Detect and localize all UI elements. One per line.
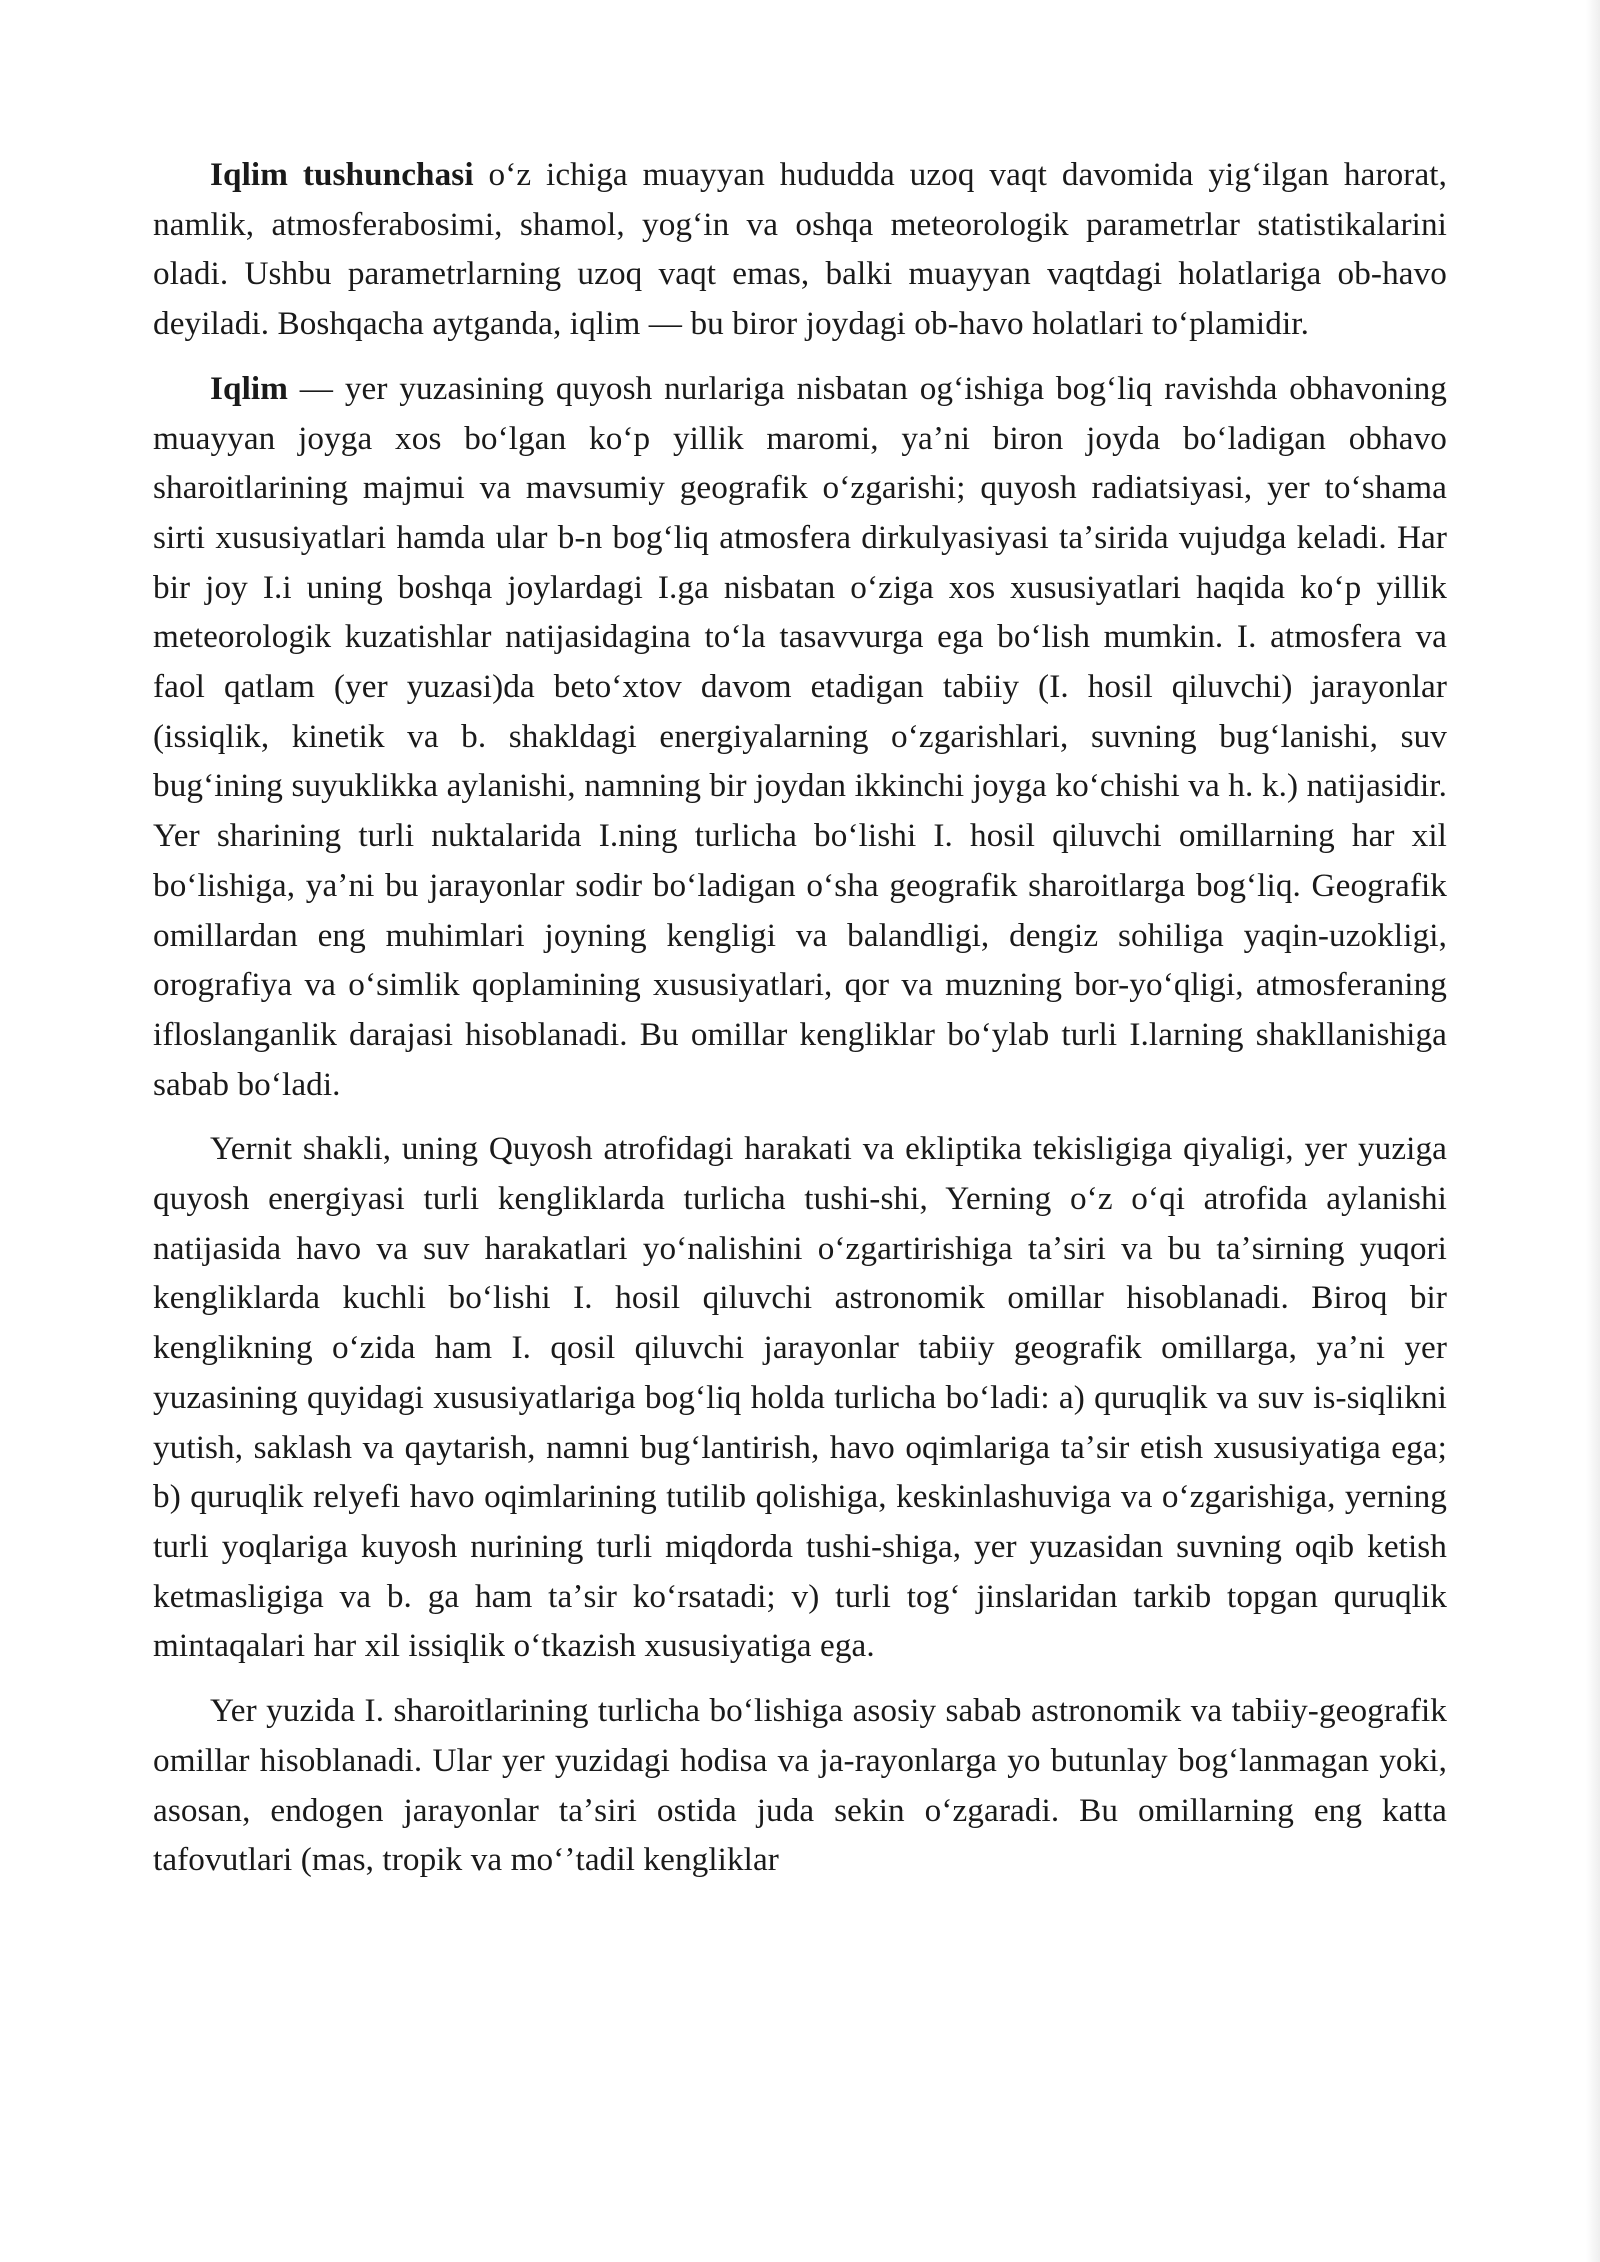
paragraph-climate-differences [153,1686,1447,1885]
page-edge-shadow [1586,0,1600,2262]
paragraph-text: oʻz ichiga muayyan hududda uzoq vaqt davomida yigʻilgan harorat, namlik, atmosferabosimi, shamol, yogʻin va oshqa meteorologik parametrlar statistikalarini oladi. Ushbu parametrlarning uzoq vaqt emas, balki muayyan vaqtdagi holatlariga ob-havo deyiladi. Boshqacha aytganda, iqlim — bu biror joydagi ob-havo holatlari toʻplamidir. [153,156,1448,343]
paragraph-text: Yer yuzida I. sharoitlarining turlicha boʻlishiga asosiy sabab astronomik va tabiiy-geografik omillar hisoblanadi. Ular yer yuzidagi hodisa va ja-rayonlarga yo butunlay bogʻlanmagan yoki, asosan, endogen jarayonlar taʼsiri ostida juda sekin oʻzgaradi. Bu omillarning eng katta tafovutlari (mas, tropik va moʻʼtadil kengliklar [153,1692,1447,1879]
paragraph-climate-concept [153,150,1447,349]
paragraph-lead-term: Iqlim tushunchasi [210,156,474,193]
paragraph-text: — yer yuzasining quyosh nurlariga nisbatan ogʻishiga bogʻliq ravishda obhavoning muayyan joyga xos boʻlgan koʻp yillik maromi, yaʼni biron joyda boʻladigan obhavo sharoitlarining majmui va mavsumiy geografik oʻzgarishi; quyosh radiatsiyasi, yer toʻshama sirti xususiyatlari hamda ular b-n bogʻliq atmosfera dirkulyasiyasi taʼsirida vujudga keladi. Har bir joy I.i uning boshqa joylardagi I.ga nisbatan oʻziga xos xususiyatlari haqida koʻp yillik meteorologik kuzatishlar natijasidagina toʻla tasavvurga ega boʻlish mumkin. I. atmosfera va faol qatlam (yer yuzasi)da betoʻxtov davom etadigan tabiiy (I. hosil qiluvchi) jarayonlar (issiqlik, kinetik va b. shakldagi energiyalarning oʻzgarishlari, suvning bugʻlanishi, suv bugʻining suyuklikka aylanishi, namning bir joydan ikkinchi joyga koʻchishi va h. k.) natijasidir. Yer sharining turli nuktalarida I.ning turlicha boʻlishi I. hosil qiluvchi omillarning har xil boʻlishiga, yaʼni bu jarayonlar sodir boʻladigan oʻsha geografik sharoitlarga bogʻliq. Geografik omillardan eng muhimlari joyning kengligi va balandligi, dengiz sohiliga yaqin-uzokligi, orografiya va oʻsimlik qoplamining xususiyatlari, qor va muzning bor-yoʻqligi, atmosferaning ifloslanganlik darajasi hisoblanadi. Bu omillar kengliklar boʻylab turli I.larning shakllanishiga sabab boʻladi. [153,369,1447,1103]
paragraph-lead-term: Iqlim [210,369,288,407]
paragraph-text: Yernit shakli, uning Quyosh atrofidagi harakati va ekliptika tekisligiga qiyaligi, yer yuziga quyosh energiyasi turli kengliklarda turlicha tushi-shi, Yerning oʻz oʻqi atrofida aylanishi natijasida havo va suv harakatlari yoʻnalishini oʻzgartirishiga taʼsiri va bu taʼsirning yuqori kengliklarda kuchli boʻlishi I. hosil qiluvchi astronomik omillar hisoblanadi. Biroq bir kenglikning oʻzida ham I. qosil qiluvchi jarayonlar tabiiy geografik omillarga, yaʼni yer yuzasining quyidagi xususiyatlariga bogʻliq holda turlicha boʻladi: a) quruqlik va suv is-siqlikni yutish, saklash va qaytarish, namni bugʻlantirish, havo oqimlariga taʼsir etish xususiyatiga ega; b) quruqlik relyefi havo oqimlarining tutilib qolishiga, keskinlashuviga va oʻzgarishiga, yerning turli yoqlariga kuyosh nurining turli miqdorda tushi-shiga, yer yuzasidan suvning oqib ketish ketmasligiga va b. ga ham taʼsir koʻrsatadi; v) turli togʻ jinslaridan tarkib topgan quruqlik mintaqalari har xil issiqlik oʻtkazish xususiyatiga ega. [153,1130,1447,1665]
paragraph-astronomical-factors [153,1124,1447,1671]
document-body [153,150,1447,1900]
paragraph-climate-definition [153,364,1447,1110]
